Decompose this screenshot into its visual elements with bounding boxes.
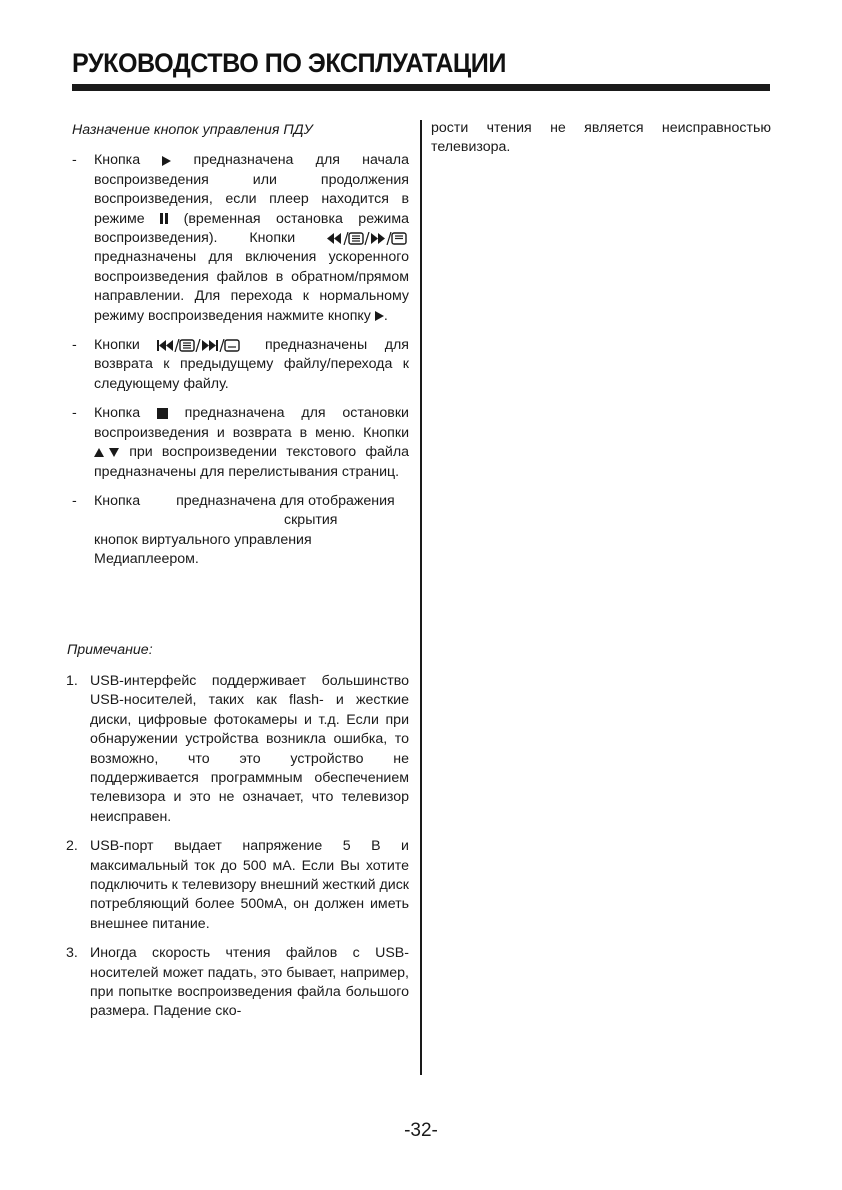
pause-icon — [160, 213, 168, 224]
list-item — [72, 404, 409, 482]
item-text: Кнопка — [94, 405, 141, 422]
continued-text: рости чтения не является неисправностью телевизора. — [431, 120, 771, 156]
play-icon — [375, 311, 384, 321]
rewind-ff-icons — [327, 232, 409, 245]
play-icon — [162, 156, 171, 166]
section-heading: Назначение кнопок управления ПДУ — [72, 122, 313, 138]
prev-next-icons — [157, 339, 247, 352]
item-text: Кнопка — [94, 152, 141, 169]
list-dash: - — [72, 492, 77, 509]
note-item — [66, 944, 409, 1022]
note-number: 2. — [66, 838, 78, 855]
item-text: кнопок виртуального управления Медиаплеером. — [94, 531, 312, 568]
note-text: USB-порт выдает напряжение 5 В и максимальный ток до 500 мА. Если Вы хотите подключить к телевизору внешний жесткий диск потребляющий более 500мА, он должен иметь внешнее питание. — [90, 838, 409, 932]
column-divider — [420, 120, 422, 1075]
left-column — [66, 121, 409, 1032]
item-text: предназначены для возврата к предыдущему файлу/переходa к следующему файлу. — [94, 337, 409, 392]
item-text: предназначена для отображения — [176, 492, 395, 509]
note-heading: Примечание: — [67, 641, 153, 658]
item-text: (временная остановка режима воспроизведения). Кнопки — [94, 210, 409, 247]
item-text: предназначены для включения ускоренного воспроизведения файлов в обратном/прямом направлении. Для перехода к нормальному режиму воспроизведения нажмите кнопку — [94, 249, 409, 324]
list-item — [72, 492, 409, 570]
page-number: -32- — [404, 1120, 438, 1141]
item-text: Кнопки — [94, 337, 140, 354]
stop-icon — [157, 408, 168, 419]
item-text: . — [383, 307, 388, 324]
list-dash: - — [72, 152, 77, 169]
note-number: 3. — [66, 945, 78, 962]
right-column — [431, 119, 771, 158]
item-text: при воспроизведении текстового файла предназначены для перелистывания страниц. — [94, 444, 409, 480]
item-text: скрытия — [284, 512, 338, 529]
note-number: 1. — [66, 672, 78, 689]
item-text: предназначена для начала воспроизведения или продолжения воспроизведения, если плеер находится в режиме — [94, 152, 409, 227]
item-text: предназначена для остановки воспроизведения и возврата в меню. Кнопки — [94, 405, 409, 441]
list-item — [72, 336, 409, 394]
list-item — [72, 151, 409, 326]
note-text: Иногда скорость чтения файлов с USB-носителей может падать, это бывает, например, при попытке воспроизведения файла большого размера. Падение ско- — [90, 945, 409, 1020]
item-text: Кнопка — [94, 492, 141, 509]
title-underline — [72, 84, 770, 91]
list-dash: - — [72, 405, 77, 422]
note-item — [66, 672, 409, 827]
notes-list — [66, 672, 409, 1022]
up-down-arrow-icons — [94, 448, 120, 457]
page-title: РУКОВОДСТВО ПО ЭКСПЛУАТАЦИИ — [72, 48, 506, 78]
list-dash: - — [72, 337, 77, 354]
note-text: USB-интерфейс поддерживает большинство USB-носителей, таких как flash- и жесткие диски, цифровые фотокамеры и т.д. Если при обнаружении устройства возникла ошибка, то возможно, что это устройство не поддерживается программным обеспечением телевизора и это не означает, что телевизор неисправен. — [90, 672, 409, 825]
note-item — [66, 837, 409, 934]
